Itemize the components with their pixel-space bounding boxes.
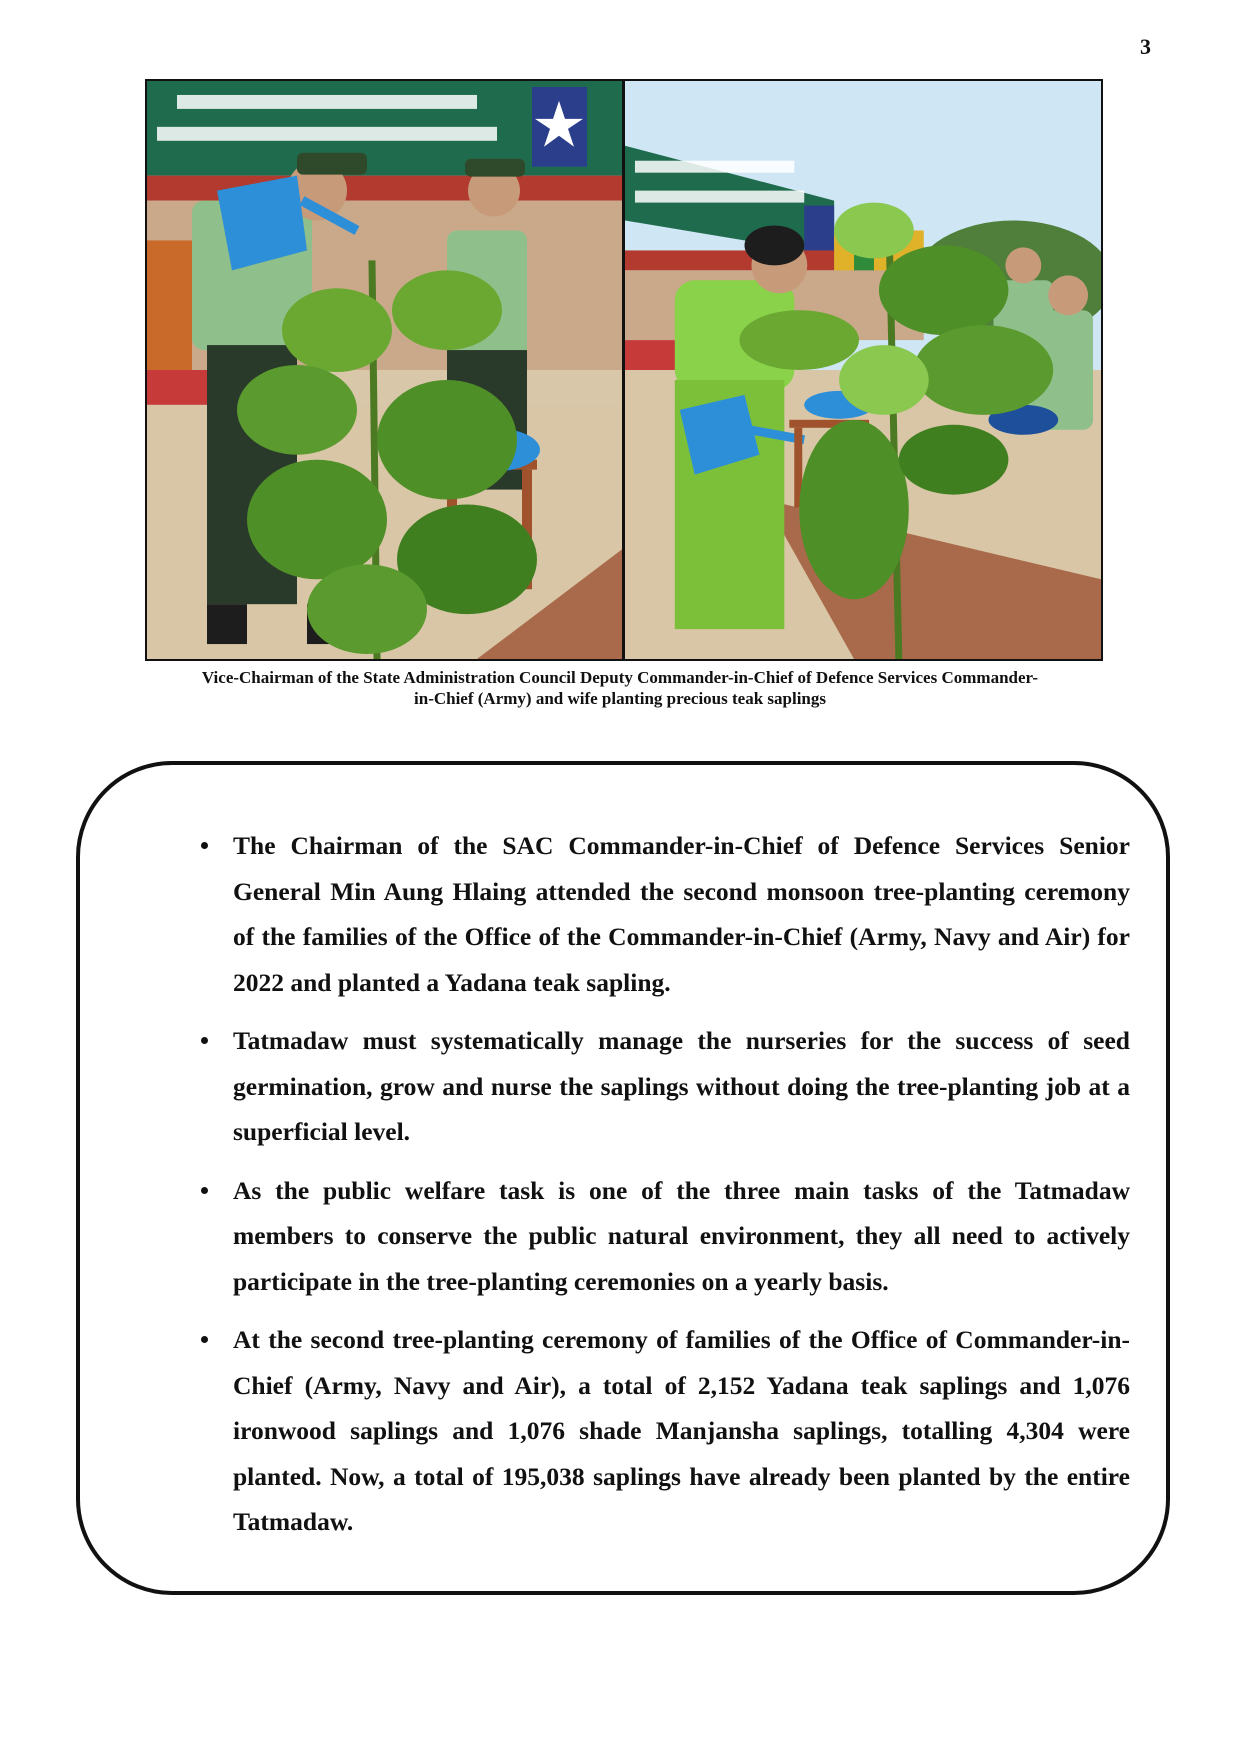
photo-wife: [625, 81, 1101, 659]
key-point-text: At the second tree-planting ceremony of families of the Office of Commander-in-Chief (Army, Navy and Air), a total of 2,152 Yadana teak saplings and 1,076 ironwood saplings and 1,076 shade Manjansha saplings, totalling 4,304 were planted. Now, a total of 195,038 saplings have already been planted by the entire Tatmadaw.: [233, 1325, 1130, 1536]
key-point-text: Tatmadaw must systematically manage the nurseries for the success of seed germination, grow and nurse the saplings without doing the tree-planting job at a superficial level.: [233, 1026, 1130, 1146]
key-points-list: [117, 823, 1130, 1558]
bullet-icon: [201, 1336, 208, 1343]
bullet-icon: [201, 842, 208, 849]
page-number: 3: [1140, 34, 1151, 59]
key-points-box: [76, 761, 1170, 1595]
key-point-text: As the public welfare task is one of the three main tasks of the Tatmadaw members to conserve the public natural environment, they all need to actively participate in the tree-planting ceremonies on a yearly basis.: [233, 1175, 1130, 1296]
photo-vice-chairman-image: [147, 81, 622, 659]
photo-caption-line-2: in-Chief (Army) and wife planting precious teak saplings: [414, 689, 826, 708]
photo-strip: [145, 79, 1103, 661]
bullet-icon: [201, 1187, 208, 1194]
key-point-item: [117, 1317, 1130, 1545]
key-point-item: [117, 1168, 1130, 1305]
photo-caption: [90, 667, 1150, 709]
key-point-text: The Chairman of the SAC Commander-in-Chief of Defence Services Senior General Min Aung Hlaing attended the second monsoon tree-planting ceremony of the families of the Office of the Commander-in-Chief (Army, Navy and Air) for 2022 and planted a Yadana teak sapling.: [233, 831, 1130, 997]
key-point-item: [117, 1018, 1130, 1155]
photo-wife-image: [625, 81, 1101, 659]
key-point-item: [117, 823, 1130, 1005]
photo-vice-chairman: [147, 81, 622, 659]
photo-caption-line-1: Vice-Chairman of the State Administration Council Deputy Commander-in-Chief of Defence Services Commander-: [201, 668, 1039, 687]
bullet-icon: [201, 1037, 208, 1044]
